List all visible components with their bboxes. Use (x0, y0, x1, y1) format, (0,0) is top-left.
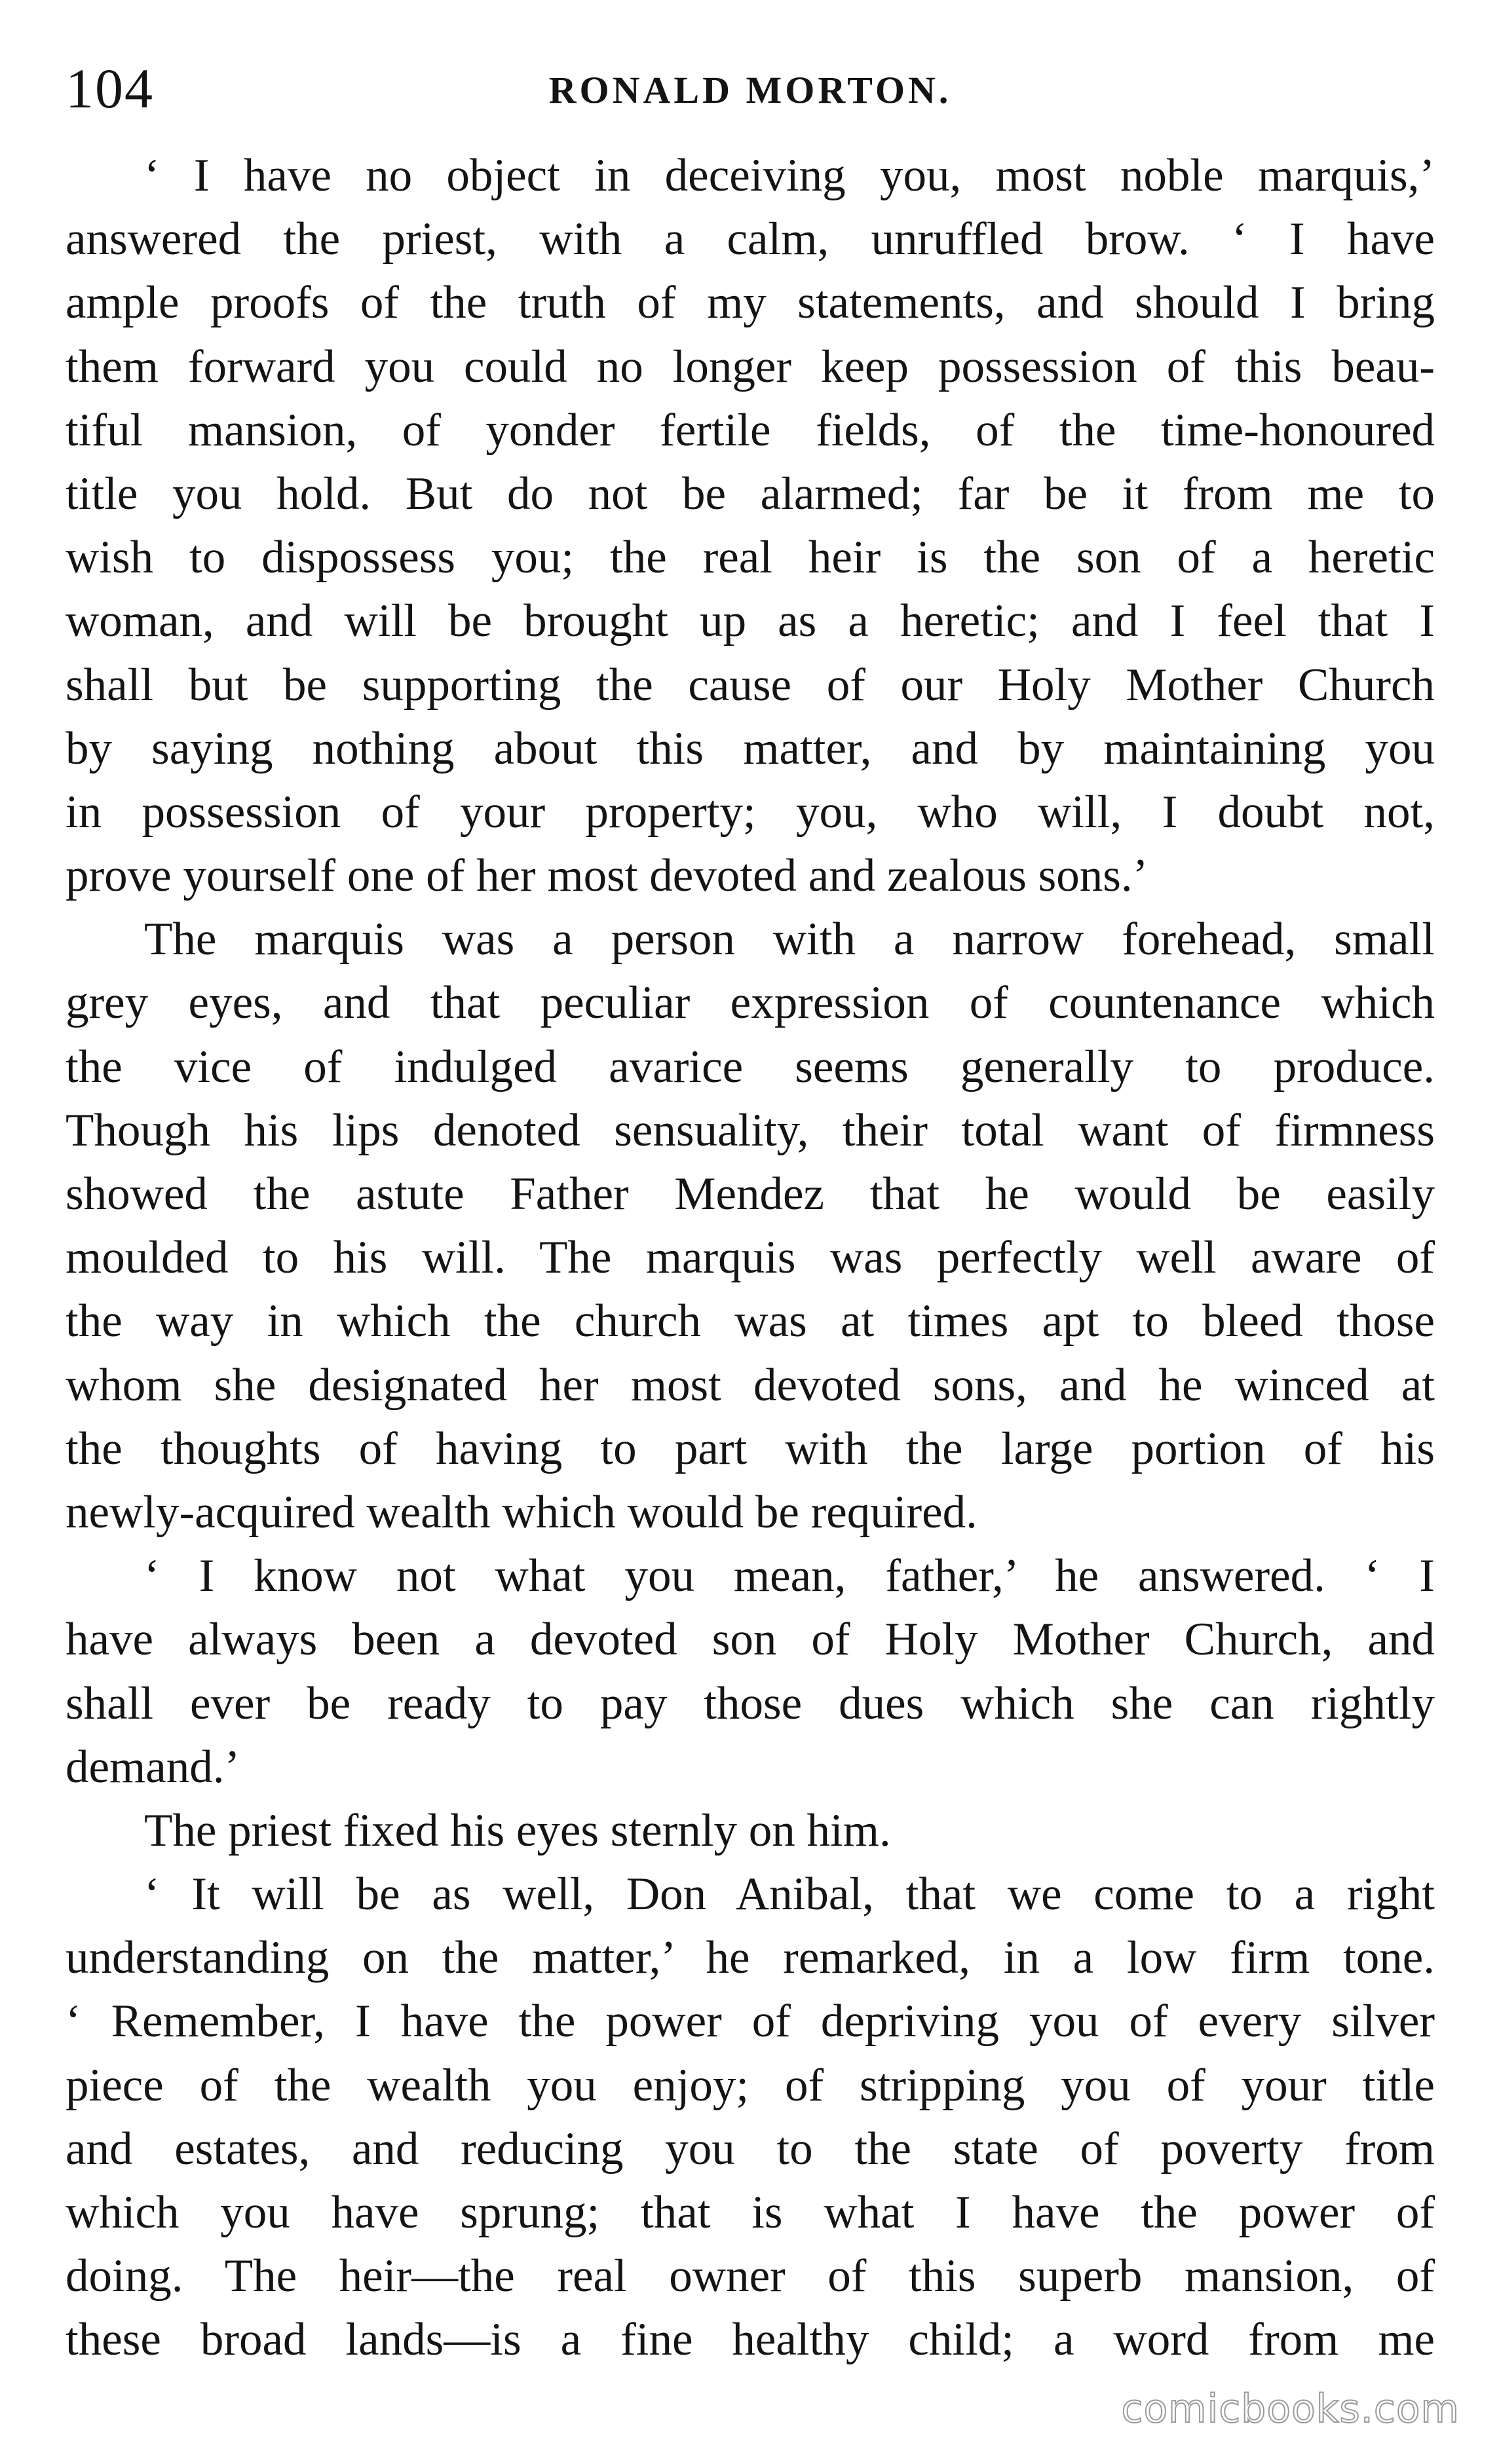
text-line: them forward you could no longer keep possession of this beau- (66, 341, 1435, 392)
text-line: shall but be supporting the cause of our Holy Mother Church (66, 659, 1435, 711)
text-line: these broad lands—is a fine healthy child; a word from me (66, 2314, 1435, 2366)
text-line: ‘ I know not what you mean, father,’ he answered. ‘ I (144, 1550, 1435, 1602)
text-line: ample proofs of the truth of my statements, and should I bring (66, 277, 1435, 329)
page-header (66, 52, 1435, 124)
text-line: demand.’ (66, 1741, 240, 1793)
text-line: moulded to his will. The marquis was perfectly well aware of (66, 1232, 1435, 1284)
text-line: have always been a devoted son of Holy Mother Church, and (66, 1614, 1435, 1666)
text-line: the way in which the church was at times apt to bleed those (66, 1296, 1435, 1347)
text-line: by saying nothing about this matter, and by maintaining you (66, 722, 1435, 774)
text-line: in possession of your property; you, who will, I doubt not, (66, 786, 1435, 838)
text-line: newly-acquired wealth which would be required. (66, 1486, 977, 1538)
watermark: comicbooks.com (1121, 2386, 1460, 2432)
text-line: showed the astute Father Mendez that he would be easily (66, 1168, 1435, 1220)
running-title: RONALD MORTON. (548, 69, 952, 111)
text-line: shall ever be ready to pay those dues which she can rightly (66, 1677, 1435, 1729)
text-line: The priest fixed his eyes sternly on him. (144, 1804, 891, 1856)
text-line: woman, and will be brought up as a heretic; and I feel that I (66, 595, 1435, 647)
text-line: ‘ I have no object in deceiving you, most noble marquis,’ (144, 150, 1435, 201)
text-line: The marquis was a person with a narrow forehead, small (144, 914, 1435, 965)
text-line: ‘ Remember, I have the power of depriving you of every silver (66, 1996, 1435, 2047)
text-line: ‘ It will be as well, Don Anibal, that we come to a right (144, 1869, 1435, 1920)
text-line: Though his lips denoted sensuality, their total want of firmness (66, 1104, 1435, 1156)
text-line: whom she designated her most devoted sons, and he winced at (66, 1359, 1435, 1411)
text-line: piece of the wealth you enjoy; of stripping you of your title (66, 2059, 1435, 2111)
text-line: and estates, and reducing you to the state of poverty from (66, 2123, 1435, 2175)
text-line: title you hold. But do not be alarmed; far be it from me to (66, 468, 1435, 519)
text-line: doing. The heir—the real owner of this superb mansion, of (66, 2250, 1435, 2302)
text-line: wish to dispossess you; the real heir is the son of a heretic (66, 532, 1435, 584)
text-line: the vice of indulged avarice seems generally to produce. (66, 1041, 1435, 1092)
text-line: answered the priest, with a calm, unruffled brow. ‘ I have (66, 214, 1435, 265)
body-text (66, 144, 1435, 2372)
page-number: 104 (66, 57, 154, 120)
text-line: tiful mansion, of yonder fertile fields, of the time-honoured (66, 404, 1435, 456)
text-line: the thoughts of having to part with the large portion of his (66, 1423, 1435, 1474)
text-line: prove yourself one of her most devoted and zealous sons.’ (66, 850, 1148, 902)
text-line: grey eyes, and that peculiar expression of countenance which (66, 977, 1435, 1029)
text-line: understanding on the matter,’ he remarked, in a low firm tone. (66, 1932, 1435, 1984)
text-line: which you have sprung; that is what I have the power of (66, 2187, 1435, 2238)
